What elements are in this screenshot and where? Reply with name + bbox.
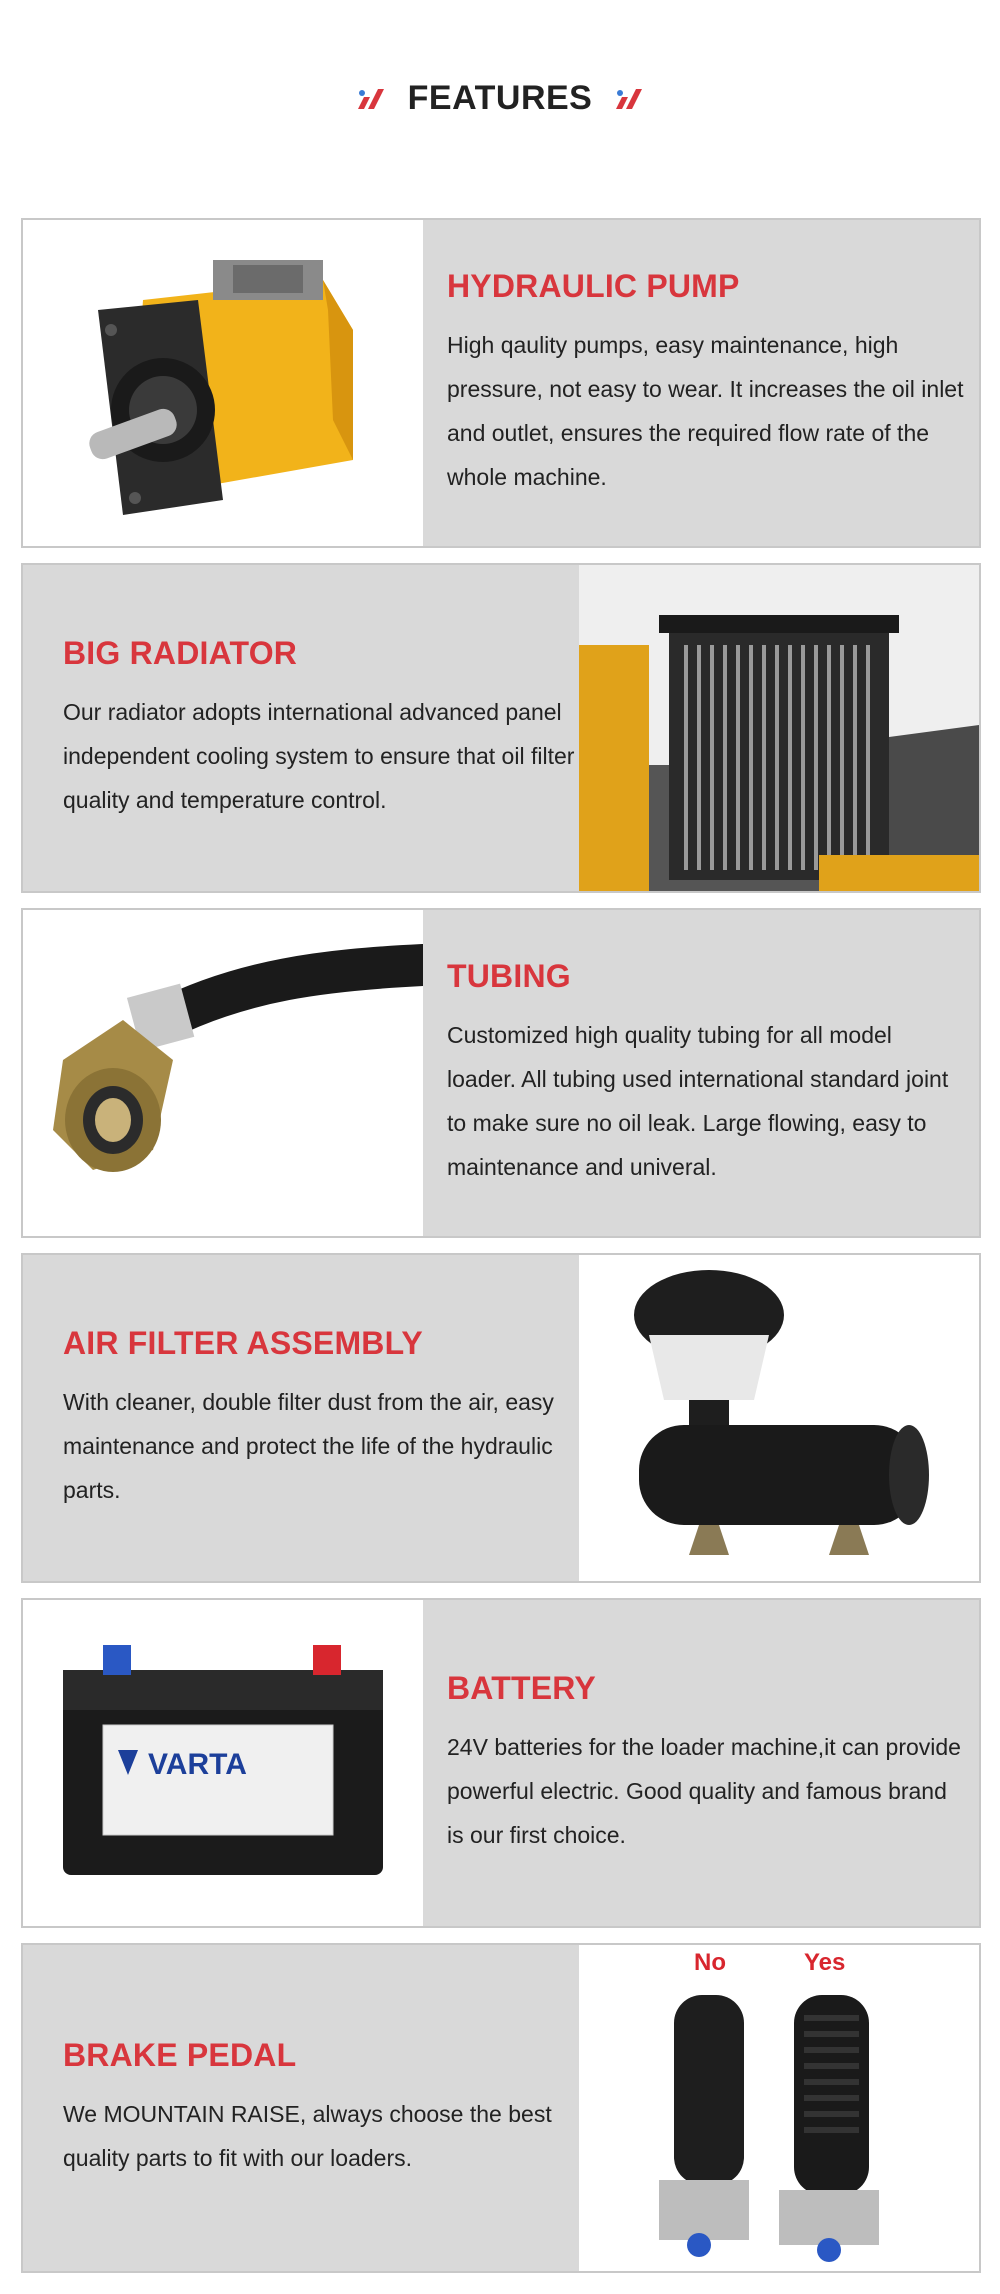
- feature-description: Customized high quality tubing for all model loader. All tubing used international standard joint to make sure no oil leak. Large flowing, easy to maintenance and univeral.: [447, 1021, 949, 1180]
- feature-title: HYDRAULIC PUMP: [447, 267, 740, 304]
- feature-title: AIR FILTER ASSEMBLY: [63, 1324, 423, 1361]
- feature-text: [63, 1945, 583, 2271]
- battery-image: [23, 1600, 423, 1926]
- feature-text: [447, 1600, 967, 1926]
- slash-mark-icon: [614, 83, 644, 113]
- feature-description: Our radiator adopts international advanced panel independent cooling system to ensure that oil filter quality and temperature control.: [63, 698, 575, 813]
- label-no: No: [694, 1949, 726, 1976]
- features-header: [0, 68, 1000, 128]
- feature-card-big-radiator: [21, 563, 981, 893]
- feature-description: We MOUNTAIN RAISE, always choose the best quality parts to fit with our loaders.: [63, 2100, 552, 2171]
- hydraulic-pump-image: [23, 220, 423, 546]
- page-title: FEATURES: [407, 78, 593, 117]
- feature-title: TUBING: [447, 957, 571, 994]
- feature-card-hydraulic-pump: [21, 218, 981, 548]
- feature-card-tubing: [21, 908, 981, 1238]
- feature-description: With cleaner, double filter dust from the air, easy maintenance and protect the life of the hydraulic parts.: [63, 1388, 554, 1503]
- brake-pedal-image: [579, 1945, 979, 2271]
- feature-title: BATTERY: [447, 1669, 596, 1706]
- air-filter-image: [579, 1255, 979, 1581]
- feature-description: High qaulity pumps, easy maintenance, high pressure, not easy to wear. It increases the oil inlet and outlet, ensures the required flow rate of the whole machine.: [447, 331, 964, 490]
- feature-text: [447, 910, 967, 1236]
- feature-description: 24V batteries for the loader machine,it can provide powerful electric. Good quality and famous brand is our first choice.: [447, 1733, 961, 1848]
- feature-card-battery: [21, 1598, 981, 1928]
- radiator-image: [579, 565, 979, 891]
- feature-text: [447, 220, 967, 546]
- feature-title: BIG RADIATOR: [63, 634, 298, 671]
- feature-card-brake-pedal: [21, 1943, 981, 2273]
- feature-card-air-filter: [21, 1253, 981, 1583]
- battery-brand: VARTA: [148, 1748, 247, 1781]
- feature-text: [63, 565, 583, 891]
- feature-text: [63, 1255, 583, 1581]
- hose-image: [23, 910, 423, 1236]
- feature-title: BRAKE PEDAL: [63, 2036, 297, 2073]
- slash-mark-icon: [356, 83, 386, 113]
- label-yes: Yes: [804, 1949, 846, 1976]
